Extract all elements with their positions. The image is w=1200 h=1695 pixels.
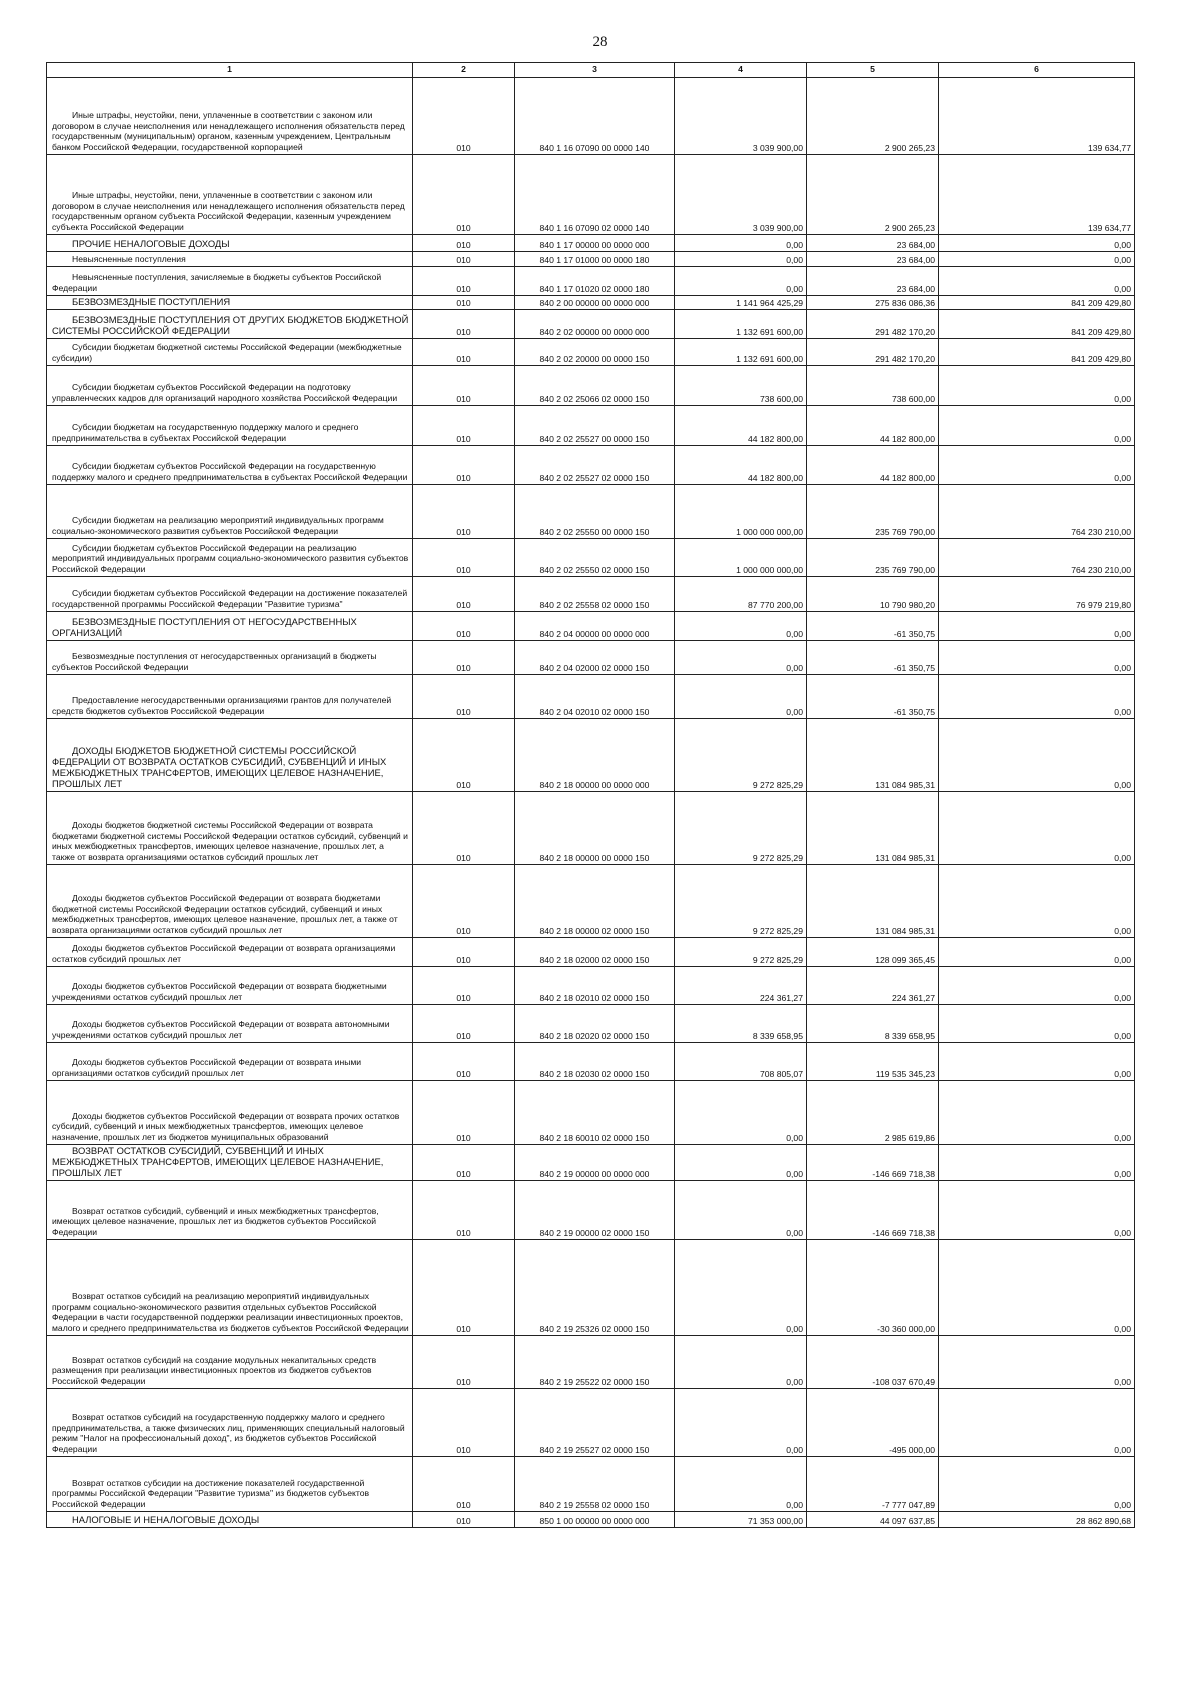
table-row: [47, 310, 1135, 339]
row-budget-code: 840 1 17 00000 00 0000 000: [515, 235, 675, 252]
row-executed-amount: 8 339 658,95: [807, 1005, 939, 1043]
row-name: [47, 406, 413, 446]
row-name: [47, 539, 413, 577]
table-row: [47, 1181, 1135, 1240]
row-name-text: Субсидии бюджетам бюджетной системы Российской Федерации (межбюджетные субсидии): [52, 342, 402, 363]
row-budget-code: 840 2 19 25326 02 0000 150: [515, 1240, 675, 1336]
table-row: [47, 1043, 1135, 1081]
row-name: [47, 865, 413, 938]
table-row: [47, 792, 1135, 865]
row-name-text: БЕЗВОЗМЕЗДНЫЕ ПОСТУПЛЕНИЯ ОТ НЕГОСУДАРСТВЕННЫХ ОРГАНИЗАЦИЙ: [52, 616, 357, 638]
row-budget-code: 840 2 18 00000 00 0000 150: [515, 792, 675, 865]
row-name-text: Доходы бюджетов субъектов Российской Федерации от возврата иными организациями остатков субсидий прошлых лет: [52, 1057, 362, 1078]
row-unexecuted-amount: 764 230 210,00: [939, 485, 1135, 539]
row-executed-amount: -30 360 000,00: [807, 1240, 939, 1336]
table-row: [47, 967, 1135, 1005]
row-name-text: Иные штрафы, неустойки, пени, уплаченные в соответствии с законом или договором в случае неисполнения или ненадлежащего исполнения обязательств перед государственным органом субъекта Российской Федерации, казенным учреждением субъекта Российской Федерации: [52, 190, 405, 232]
row-unexecuted-amount: 0,00: [939, 967, 1135, 1005]
table-row: [47, 1005, 1135, 1043]
row-name-text: Предоставление негосударственными организациями грантов для получателей средств бюджетов субъектов Российской Федерации: [52, 695, 392, 716]
row-executed-amount: -61 350,75: [807, 675, 939, 719]
row-unexecuted-amount: 0,00: [939, 366, 1135, 406]
row-name-text: Доходы бюджетов субъектов Российской Федерации от возврата организациями остатков субсидий прошлых лет: [52, 943, 396, 964]
row-budget-code: 840 2 18 00000 02 0000 150: [515, 865, 675, 938]
row-unexecuted-amount: 0,00: [939, 1005, 1135, 1043]
row-name: [47, 938, 413, 967]
row-name-text: Субсидии бюджетам субъектов Российской Федерации на реализацию мероприятий индивидуальных программ социально-экономического развития субъектов Российской Федерации: [52, 542, 409, 574]
row-approved-amount: 44 182 800,00: [675, 446, 807, 485]
table-row: [47, 641, 1135, 675]
row-line-code: 010: [413, 78, 515, 155]
row-name-text: НАЛОГОВЫЕ И НЕНАЛОГОВЫЕ ДОХОДЫ: [72, 1514, 260, 1525]
row-budget-code: 840 2 19 00000 02 0000 150: [515, 1181, 675, 1240]
row-unexecuted-amount: 0,00: [939, 1389, 1135, 1457]
table-row: [47, 1081, 1135, 1145]
row-line-code: 010: [413, 339, 515, 366]
row-line-code: 010: [413, 539, 515, 577]
row-executed-amount: -108 037 670,49: [807, 1336, 939, 1389]
table-row: [47, 719, 1135, 792]
row-name: [47, 155, 413, 235]
row-line-code: 010: [413, 1240, 515, 1336]
row-unexecuted-amount: 0,00: [939, 938, 1135, 967]
table-row: [47, 1389, 1135, 1457]
row-approved-amount: 0,00: [675, 641, 807, 675]
row-name: [47, 78, 413, 155]
row-name: [47, 675, 413, 719]
row-unexecuted-amount: 28 862 890,68: [939, 1512, 1135, 1528]
row-line-code: 010: [413, 612, 515, 641]
row-line-code: 010: [413, 1043, 515, 1081]
row-executed-amount: 128 099 365,45: [807, 938, 939, 967]
row-name: [47, 1457, 413, 1512]
row-name-text: Невыясненные поступления: [72, 253, 186, 264]
row-line-code: 010: [413, 235, 515, 252]
row-name: [47, 612, 413, 641]
row-name: [47, 1336, 413, 1389]
table-row: [47, 446, 1135, 485]
row-unexecuted-amount: 841 209 429,80: [939, 339, 1135, 366]
row-executed-amount: 2 900 265,23: [807, 78, 939, 155]
row-line-code: 010: [413, 967, 515, 1005]
row-budget-code: 840 2 04 02000 02 0000 150: [515, 641, 675, 675]
row-approved-amount: 9 272 825,29: [675, 865, 807, 938]
row-approved-amount: 738 600,00: [675, 366, 807, 406]
row-name: [47, 1043, 413, 1081]
row-approved-amount: 708 805,07: [675, 1043, 807, 1081]
column-header: 1: [47, 63, 413, 78]
row-approved-amount: 0,00: [675, 252, 807, 267]
row-approved-amount: 71 353 000,00: [675, 1512, 807, 1528]
row-approved-amount: 0,00: [675, 235, 807, 252]
row-line-code: 010: [413, 406, 515, 446]
row-name: [47, 366, 413, 406]
table-row: [47, 78, 1135, 155]
row-name-text: Возврат остатков субсидий на государственную поддержку малого и среднего предпринимательства, а также физических лиц, применяющих специальный налоговый режим "Налог на профессиональный доход", из бюджетов субъектов Российской Федерации: [52, 1412, 405, 1454]
row-executed-amount: -495 000,00: [807, 1389, 939, 1457]
table-row: [47, 1457, 1135, 1512]
table-row: [47, 1240, 1135, 1336]
row-approved-amount: 9 272 825,29: [675, 792, 807, 865]
row-approved-amount: 0,00: [675, 1145, 807, 1181]
row-name-text: ПРОЧИЕ НЕНАЛОГОВЫЕ ДОХОДЫ: [72, 238, 230, 249]
row-name: [47, 310, 413, 339]
row-executed-amount: 10 790 980,20: [807, 577, 939, 612]
column-header: 6: [939, 63, 1135, 78]
table-row: [47, 865, 1135, 938]
row-name: [47, 577, 413, 612]
revenue-table: [46, 62, 1135, 1528]
row-unexecuted-amount: 76 979 219,80: [939, 577, 1135, 612]
row-line-code: 010: [413, 485, 515, 539]
page-number: 28: [592, 34, 608, 50]
row-name-text: Доходы бюджетов субъектов Российской Федерации от возврата автономными учреждениями остатков субсидий прошлых лет: [52, 1019, 390, 1040]
row-line-code: 010: [413, 446, 515, 485]
row-executed-amount: 2 900 265,23: [807, 155, 939, 235]
row-executed-amount: 23 684,00: [807, 267, 939, 296]
row-executed-amount: -7 777 047,89: [807, 1457, 939, 1512]
row-approved-amount: 44 182 800,00: [675, 406, 807, 446]
row-name-text: Невыясненные поступления, зачисляемые в бюджеты субъектов Российской Федерации: [52, 272, 382, 293]
row-unexecuted-amount: 0,00: [939, 1081, 1135, 1145]
row-name: [47, 1181, 413, 1240]
row-unexecuted-amount: 0,00: [939, 406, 1135, 446]
row-executed-amount: 131 084 985,31: [807, 792, 939, 865]
table-row: [47, 1145, 1135, 1181]
row-name: [47, 339, 413, 366]
row-approved-amount: 9 272 825,29: [675, 938, 807, 967]
row-approved-amount: 0,00: [675, 1181, 807, 1240]
row-approved-amount: 0,00: [675, 1240, 807, 1336]
row-budget-code: 840 2 18 02030 02 0000 150: [515, 1043, 675, 1081]
column-header: 3: [515, 63, 675, 78]
row-executed-amount: -146 669 718,38: [807, 1181, 939, 1240]
row-name: [47, 1005, 413, 1043]
row-name: [47, 967, 413, 1005]
row-executed-amount: 2 985 619,86: [807, 1081, 939, 1145]
row-unexecuted-amount: 0,00: [939, 446, 1135, 485]
row-name: [47, 1240, 413, 1336]
row-approved-amount: 9 272 825,29: [675, 719, 807, 792]
row-unexecuted-amount: 0,00: [939, 1336, 1135, 1389]
row-line-code: 010: [413, 296, 515, 310]
row-budget-code: 840 2 02 25527 00 0000 150: [515, 406, 675, 446]
row-name: [47, 446, 413, 485]
row-approved-amount: 0,00: [675, 1336, 807, 1389]
row-budget-code: 850 1 00 00000 00 0000 000: [515, 1512, 675, 1528]
column-header: 4: [675, 63, 807, 78]
row-approved-amount: 1 132 691 600,00: [675, 339, 807, 366]
row-name: [47, 1512, 413, 1528]
row-budget-code: 840 2 02 25558 02 0000 150: [515, 577, 675, 612]
row-name-text: ВОЗВРАТ ОСТАТКОВ СУБСИДИЙ, СУБВЕНЦИЙ И ИНЫХ МЕЖБЮДЖЕТНЫХ ТРАНСФЕРТОВ, ИМЕЮЩИХ ЦЕЛЕВОЕ НАЗНАЧЕНИЕ, ПРОШЛЫХ ЛЕТ: [52, 1145, 384, 1178]
table-row: [47, 296, 1135, 310]
row-budget-code: 840 2 00 00000 00 0000 000: [515, 296, 675, 310]
row-executed-amount: 119 535 345,23: [807, 1043, 939, 1081]
row-approved-amount: 8 339 658,95: [675, 1005, 807, 1043]
row-unexecuted-amount: 0,00: [939, 235, 1135, 252]
row-line-code: 010: [413, 938, 515, 967]
row-name-text: Возврат остатков субсидии на достижение показателей государственной программы Российской Федерации "Развитие туризма" из бюджетов субъектов Российской Федерации: [52, 1477, 370, 1509]
row-line-code: 010: [413, 1005, 515, 1043]
row-unexecuted-amount: 139 634,77: [939, 155, 1135, 235]
row-budget-code: 840 2 02 20000 00 0000 150: [515, 339, 675, 366]
row-executed-amount: 23 684,00: [807, 235, 939, 252]
row-unexecuted-amount: 841 209 429,80: [939, 296, 1135, 310]
row-unexecuted-amount: 0,00: [939, 792, 1135, 865]
row-unexecuted-amount: 139 634,77: [939, 78, 1135, 155]
row-name-text: Возврат остатков субсидий, субвенций и иных межбюджетных трансфертов, имеющих целевое назначение, прошлых лет из бюджетов субъектов Российской Федерации: [52, 1205, 379, 1237]
row-unexecuted-amount: 764 230 210,00: [939, 539, 1135, 577]
row-line-code: 010: [413, 1181, 515, 1240]
row-budget-code: 840 2 18 02000 02 0000 150: [515, 938, 675, 967]
row-name-text: ДОХОДЫ БЮДЖЕТОВ БЮДЖЕТНОЙ СИСТЕМЫ РОССИЙСКОЙ ФЕДЕРАЦИИ ОТ ВОЗВРАТА ОСТАТКОВ СУБСИДИЙ, СУБВЕНЦИЙ И ИНЫХ МЕЖБЮДЖЕТНЫХ ТРАНСФЕРТОВ, ИМЕЮЩИХ ЦЕЛЕВОЕ НАЗНАЧЕНИЕ, ПРОШЛЫХ ЛЕТ: [52, 745, 387, 789]
row-approved-amount: 0,00: [675, 1081, 807, 1145]
row-approved-amount: 1 132 691 600,00: [675, 310, 807, 339]
row-line-code: 010: [413, 641, 515, 675]
row-executed-amount: 224 361,27: [807, 967, 939, 1005]
row-name-text: Субсидии бюджетам субъектов Российской Федерации на государственную поддержку малого и среднего предпринимательства в субъектах Российской Федерации: [52, 461, 408, 482]
row-unexecuted-amount: 841 209 429,80: [939, 310, 1135, 339]
row-name-text: Безвозмездные поступления от негосударственных организаций в бюджеты субъектов Российской Федерации: [52, 651, 377, 672]
table-row: [47, 267, 1135, 296]
row-approved-amount: 87 770 200,00: [675, 577, 807, 612]
table-row: [47, 577, 1135, 612]
table-row: [47, 675, 1135, 719]
row-executed-amount: 291 482 170,20: [807, 339, 939, 366]
row-executed-amount: -146 669 718,38: [807, 1145, 939, 1181]
row-name-text: Доходы бюджетов бюджетной системы Российской Федерации от возврата бюджетами бюджетной системы Российской Федерации остатков субсидий, субвенций и иных межбюджетных трансфертов, имеющих целевое назначение, прошлых лет, а также от возврата организациями остатков субсидий прошлых лет: [52, 820, 408, 862]
row-line-code: 010: [413, 1145, 515, 1181]
row-executed-amount: 291 482 170,20: [807, 310, 939, 339]
row-line-code: 010: [413, 252, 515, 267]
row-line-code: 010: [413, 310, 515, 339]
row-unexecuted-amount: 0,00: [939, 612, 1135, 641]
row-approved-amount: 1 000 000 000,00: [675, 539, 807, 577]
row-line-code: 010: [413, 1512, 515, 1528]
table-row: [47, 252, 1135, 267]
row-approved-amount: 3 039 900,00: [675, 155, 807, 235]
row-unexecuted-amount: 0,00: [939, 1457, 1135, 1512]
table-row: [47, 1336, 1135, 1389]
row-name: [47, 1389, 413, 1457]
row-name-text: Доходы бюджетов субъектов Российской Федерации от возврата прочих остатков субсидий, субвенций и иных межбюджетных трансфертов, имеющих целевое назначение, прошлых лет из бюджетов муниципальных образований: [52, 1110, 400, 1142]
row-approved-amount: 0,00: [675, 267, 807, 296]
row-line-code: 010: [413, 719, 515, 792]
row-budget-code: 840 2 02 00000 00 0000 000: [515, 310, 675, 339]
row-budget-code: 840 1 16 07090 02 0000 140: [515, 155, 675, 235]
row-name: [47, 719, 413, 792]
row-line-code: 010: [413, 1336, 515, 1389]
row-executed-amount: 23 684,00: [807, 252, 939, 267]
table-row: [47, 612, 1135, 641]
row-budget-code: 840 2 02 25527 02 0000 150: [515, 446, 675, 485]
row-executed-amount: 131 084 985,31: [807, 719, 939, 792]
row-executed-amount: 131 084 985,31: [807, 865, 939, 938]
row-unexecuted-amount: 0,00: [939, 252, 1135, 267]
row-budget-code: 840 2 19 25558 02 0000 150: [515, 1457, 675, 1512]
row-executed-amount: 275 836 086,36: [807, 296, 939, 310]
table-row: [47, 938, 1135, 967]
row-name: [47, 485, 413, 539]
row-budget-code: 840 1 17 01020 02 0000 180: [515, 267, 675, 296]
row-unexecuted-amount: 0,00: [939, 641, 1135, 675]
row-name-text: БЕЗВОЗМЕЗДНЫЕ ПОСТУПЛЕНИЯ ОТ ДРУГИХ БЮДЖЕТОВ БЮДЖЕТНОЙ СИСТЕМЫ РОССИЙСКОЙ ФЕДЕРАЦИИ: [52, 314, 409, 336]
row-line-code: 010: [413, 675, 515, 719]
row-name-text: Субсидии бюджетам субъектов Российской Федерации на подготовку управленческих кадров для организаций народного хозяйства Российской Федерации: [52, 382, 398, 403]
row-unexecuted-amount: 0,00: [939, 865, 1135, 938]
row-unexecuted-amount: 0,00: [939, 267, 1135, 296]
row-approved-amount: 0,00: [675, 1389, 807, 1457]
row-name-text: Субсидии бюджетам на реализацию мероприятий индивидуальных программ социально-экономического развития субъектов Российской Федерации: [52, 515, 384, 536]
row-executed-amount: 738 600,00: [807, 366, 939, 406]
row-approved-amount: 224 361,27: [675, 967, 807, 1005]
row-name-text: Субсидии бюджетам субъектов Российской Федерации на достижение показателей государственной программы Российской Федерации "Развитие туризма": [52, 588, 408, 609]
column-number-row: [47, 63, 1135, 78]
row-name: [47, 641, 413, 675]
row-line-code: 010: [413, 865, 515, 938]
row-executed-amount: -61 350,75: [807, 641, 939, 675]
row-executed-amount: 44 182 800,00: [807, 406, 939, 446]
row-budget-code: 840 2 18 60010 02 0000 150: [515, 1081, 675, 1145]
row-budget-code: 840 2 02 25550 02 0000 150: [515, 539, 675, 577]
table-row: [47, 539, 1135, 577]
row-name: [47, 1081, 413, 1145]
table-row: [47, 366, 1135, 406]
row-name: [47, 1145, 413, 1181]
row-budget-code: 840 1 16 07090 00 0000 140: [515, 78, 675, 155]
row-unexecuted-amount: 0,00: [939, 1145, 1135, 1181]
row-approved-amount: 1 000 000 000,00: [675, 485, 807, 539]
table-row: [47, 485, 1135, 539]
row-budget-code: 840 2 04 02010 02 0000 150: [515, 675, 675, 719]
row-executed-amount: -61 350,75: [807, 612, 939, 641]
row-budget-code: 840 2 02 25550 00 0000 150: [515, 485, 675, 539]
row-name: [47, 267, 413, 296]
row-line-code: 010: [413, 577, 515, 612]
row-line-code: 010: [413, 366, 515, 406]
row-approved-amount: 0,00: [675, 1457, 807, 1512]
row-approved-amount: 1 141 964 425,29: [675, 296, 807, 310]
row-name: [47, 296, 413, 310]
row-unexecuted-amount: 0,00: [939, 1043, 1135, 1081]
row-executed-amount: 44 182 800,00: [807, 446, 939, 485]
row-executed-amount: 44 097 637,85: [807, 1512, 939, 1528]
row-unexecuted-amount: 0,00: [939, 675, 1135, 719]
row-name-text: БЕЗВОЗМЕЗДНЫЕ ПОСТУПЛЕНИЯ: [72, 296, 231, 307]
row-approved-amount: 0,00: [675, 612, 807, 641]
row-name-text: Возврат остатков субсидий на реализацию мероприятий индивидуальных программ социально-экономического развития отдельных субъектов Российской Федерации в части государственной поддержки реализации инвестиционных проектов, малого и среднего предпринимательства из бюджетов субъектов Российской Федерации: [52, 1291, 409, 1333]
row-budget-code: 840 1 17 01000 00 0000 180: [515, 252, 675, 267]
row-unexecuted-amount: 0,00: [939, 1181, 1135, 1240]
row-budget-code: 840 2 02 25066 02 0000 150: [515, 366, 675, 406]
row-budget-code: 840 2 18 02020 02 0000 150: [515, 1005, 675, 1043]
row-line-code: 010: [413, 1081, 515, 1145]
row-line-code: 010: [413, 1457, 515, 1512]
row-line-code: 010: [413, 792, 515, 865]
row-name-text: Субсидии бюджетам на государственную поддержку малого и среднего предпринимательства в субъектах Российской Федерации: [52, 422, 359, 443]
table-row: [47, 1512, 1135, 1528]
row-unexecuted-amount: 0,00: [939, 1240, 1135, 1336]
table-row: [47, 339, 1135, 366]
row-budget-code: 840 2 04 00000 00 0000 000: [515, 612, 675, 641]
row-executed-amount: 235 769 790,00: [807, 485, 939, 539]
row-budget-code: 840 2 19 00000 00 0000 000: [515, 1145, 675, 1181]
column-header: 5: [807, 63, 939, 78]
row-budget-code: 840 2 19 25527 02 0000 150: [515, 1389, 675, 1457]
column-header: 2: [413, 63, 515, 78]
row-name-text: Доходы бюджетов субъектов Российской Федерации от возврата бюджетными учреждениями остатков субсидий прошлых лет: [52, 981, 387, 1002]
row-executed-amount: 235 769 790,00: [807, 539, 939, 577]
row-line-code: 010: [413, 267, 515, 296]
row-approved-amount: 3 039 900,00: [675, 78, 807, 155]
row-budget-code: 840 2 18 00000 00 0000 000: [515, 719, 675, 792]
row-line-code: 010: [413, 155, 515, 235]
row-name-text: Возврат остатков субсидий на создание модульных некапитальных средств размещения при реализации инвестиционных проектов из бюджетов субъектов Российской Федерации: [52, 1354, 377, 1386]
row-name-text: Доходы бюджетов субъектов Российской Федерации от возврата бюджетами бюджетной системы Российской Федерации остатков субсидий, субвенций и иных межбюджетных трансфертов, имеющих целевое назначение, прошлых лет, а также от возврата организациями остатков субсидий прошлых лет: [52, 893, 398, 935]
table-row: [47, 406, 1135, 446]
row-name-text: Иные штрафы, неустойки, пени, уплаченные в соответствии с законом или договором в случае неисполнения или ненадлежащего исполнения обязательств перед государственным (муниципальным) органом, казенным учреждением, Центральным банком Российской Федерации, государственной корпорацией: [52, 110, 405, 152]
row-budget-code: 840 2 19 25522 02 0000 150: [515, 1336, 675, 1389]
table-row: [47, 155, 1135, 235]
table-row: [47, 235, 1135, 252]
row-line-code: 010: [413, 1389, 515, 1457]
row-budget-code: 840 2 18 02010 02 0000 150: [515, 967, 675, 1005]
row-name: [47, 792, 413, 865]
row-name: [47, 252, 413, 267]
row-unexecuted-amount: 0,00: [939, 719, 1135, 792]
row-name: [47, 235, 413, 252]
row-approved-amount: 0,00: [675, 675, 807, 719]
